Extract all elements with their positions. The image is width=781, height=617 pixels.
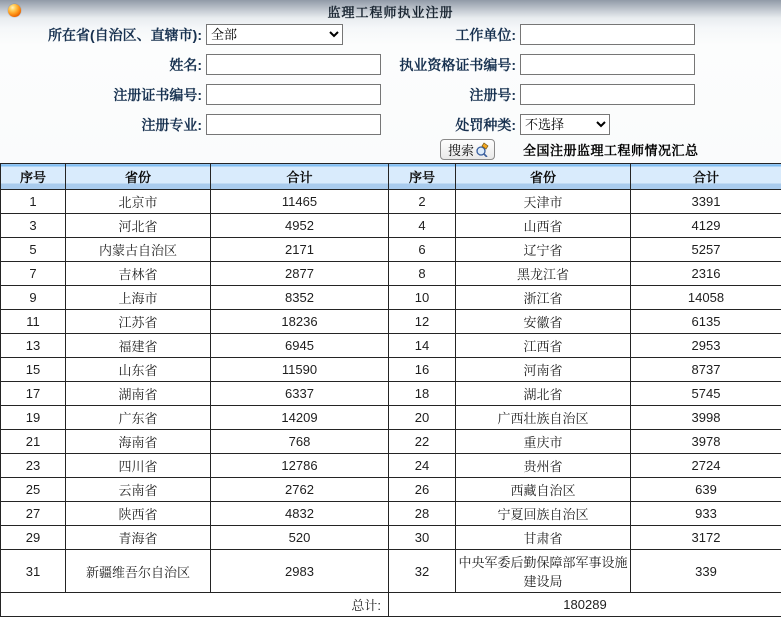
table-row [1,238,781,262]
total-cell: 14058 [631,286,781,310]
name-label: 姓名: [0,57,202,73]
table-row [1,430,781,454]
province-cell: 广东省 [66,406,211,430]
action-row [0,139,781,160]
seq-cell: 13 [1,334,66,358]
province-cell: 江西省 [456,334,631,358]
total-cell: 3172 [631,526,781,550]
province-cell: 山西省 [456,214,631,238]
seq-cell: 15 [1,358,66,382]
col-header-province-right: 省份 [456,164,631,190]
total-cell: 14209 [211,406,389,430]
seq-cell: 7 [1,262,66,286]
col-header-province-left: 省份 [66,164,211,190]
table-row [1,526,781,550]
registration-form-panel [0,0,781,163]
province-cell: 上海市 [66,286,211,310]
province-cell: 广西壮族自治区 [456,406,631,430]
total-cell: 18236 [211,310,389,334]
total-cell: 639 [631,478,781,502]
table-row [1,478,781,502]
province-cell: 浙江省 [456,286,631,310]
seq-cell: 1 [1,190,66,214]
table-row [1,502,781,526]
registration-no-label: 注册号: [388,87,516,103]
seq-cell: 27 [1,502,66,526]
seq-cell: 23 [1,454,66,478]
total-cell: 2877 [211,262,389,286]
search-form [0,24,698,135]
seq-cell: 11 [1,310,66,334]
seq-cell: 17 [1,382,66,406]
seq-cell: 20 [389,406,456,430]
table-row [1,190,781,214]
province-cell: 吉林省 [66,262,211,286]
total-cell: 520 [211,526,389,550]
province-cell: 安徽省 [456,310,631,334]
province-cell: 天津市 [456,190,631,214]
province-cell: 重庆市 [456,430,631,454]
registration-major-input[interactable] [206,114,381,135]
total-cell: 6135 [631,310,781,334]
seq-cell: 25 [1,478,66,502]
province-label: 所在省(自治区、直辖市): [0,27,202,43]
total-cell: 2983 [211,550,389,593]
province-cell: 湖北省 [456,382,631,406]
col-header-total-right: 合计 [631,164,781,190]
total-cell: 2316 [631,262,781,286]
registration-cert-no-input[interactable] [206,84,381,105]
province-cell: 青海省 [66,526,211,550]
province-cell: 湖南省 [66,382,211,406]
table-row [1,262,781,286]
punishment-type-label: 处罚种类: [388,117,516,133]
total-cell: 8352 [211,286,389,310]
page-title: 监理工程师执业注册 [0,2,781,21]
total-cell: 5257 [631,238,781,262]
total-cell: 768 [211,430,389,454]
seq-cell: 12 [389,310,456,334]
seq-cell: 8 [389,262,456,286]
province-cell: 内蒙古自治区 [66,238,211,262]
total-cell: 3391 [631,190,781,214]
province-cell: 河南省 [456,358,631,382]
province-cell: 云南省 [66,478,211,502]
seq-cell: 2 [389,190,456,214]
total-cell: 8737 [631,358,781,382]
registration-cert-no-label: 注册证书编号: [0,87,202,103]
table-row [1,214,781,238]
seq-cell: 29 [1,526,66,550]
seq-cell: 19 [1,406,66,430]
seq-cell: 14 [389,334,456,358]
province-cell: 宁夏回族自治区 [456,502,631,526]
table-row [1,550,781,593]
province-cell: 北京市 [66,190,211,214]
seq-cell: 18 [389,382,456,406]
table-row [1,358,781,382]
total-label: 总计: [1,593,389,617]
province-cell: 河北省 [66,214,211,238]
registration-major-label: 注册专业: [0,117,202,133]
total-cell: 11465 [211,190,389,214]
seq-cell: 21 [1,430,66,454]
total-cell: 5745 [631,382,781,406]
total-cell: 2724 [631,454,781,478]
total-cell: 4832 [211,502,389,526]
total-cell: 3978 [631,430,781,454]
search-button[interactable] [440,139,495,160]
table-row [1,286,781,310]
search-button-label: 搜索 [448,140,474,159]
qualification-cert-no-label: 执业资格证书编号: [388,57,516,73]
province-cell: 陕西省 [66,502,211,526]
province-cell: 黑龙江省 [456,262,631,286]
seq-cell: 32 [389,550,456,593]
seq-cell: 3 [1,214,66,238]
work-unit-label: 工作单位: [388,27,516,43]
seq-cell: 30 [389,526,456,550]
province-cell: 福建省 [66,334,211,358]
summary-title: 全国注册监理工程师情况汇总 [523,140,699,159]
seq-cell: 6 [389,238,456,262]
province-cell: 海南省 [66,430,211,454]
seq-cell: 26 [389,478,456,502]
name-input[interactable] [206,54,381,75]
seq-cell: 9 [1,286,66,310]
province-cell: 甘肃省 [456,526,631,550]
total-cell: 2171 [211,238,389,262]
table-row [1,454,781,478]
table-row [1,406,781,430]
seq-cell: 5 [1,238,66,262]
seq-cell: 28 [389,502,456,526]
work-unit-input[interactable] [520,24,695,45]
total-cell: 6337 [211,382,389,406]
table-row [1,382,781,406]
col-header-total-left: 合计 [211,164,389,190]
total-cell: 4952 [211,214,389,238]
table-row [1,334,781,358]
total-cell: 4129 [631,214,781,238]
province-cell: 四川省 [66,454,211,478]
province-cell: 贵州省 [456,454,631,478]
seq-cell: 31 [1,550,66,593]
col-header-seq-right: 序号 [389,164,456,190]
total-cell: 3998 [631,406,781,430]
seq-cell: 4 [389,214,456,238]
province-cell: 西藏自治区 [456,478,631,502]
total-cell: 933 [631,502,781,526]
search-magnifier-pencil-icon [475,142,490,157]
seq-cell: 10 [389,286,456,310]
total-cell: 2953 [631,334,781,358]
seq-cell: 22 [389,430,456,454]
province-cell: 江苏省 [66,310,211,334]
total-cell: 6945 [211,334,389,358]
province-cell: 辽宁省 [456,238,631,262]
summary-table-body [1,190,781,593]
total-cell: 11590 [211,358,389,382]
col-header-seq-left: 序号 [1,164,66,190]
total-cell: 339 [631,550,781,593]
province-select[interactable] [206,24,343,45]
total-cell: 12786 [211,454,389,478]
seq-cell: 24 [389,454,456,478]
qualification-cert-no-input[interactable] [520,54,695,75]
total-value: 180289 [389,593,781,617]
summary-table-header [1,164,781,190]
province-cell: 新疆维吾尔自治区 [66,550,211,593]
registration-no-input[interactable] [520,84,695,105]
total-cell: 2762 [211,478,389,502]
table-row [1,310,781,334]
summary-table [0,163,781,617]
province-cell: 山东省 [66,358,211,382]
seq-cell: 16 [389,358,456,382]
punishment-type-select[interactable] [520,114,610,135]
province-cell: 中央军委后勤保障部军事设施建设局 [456,550,631,593]
